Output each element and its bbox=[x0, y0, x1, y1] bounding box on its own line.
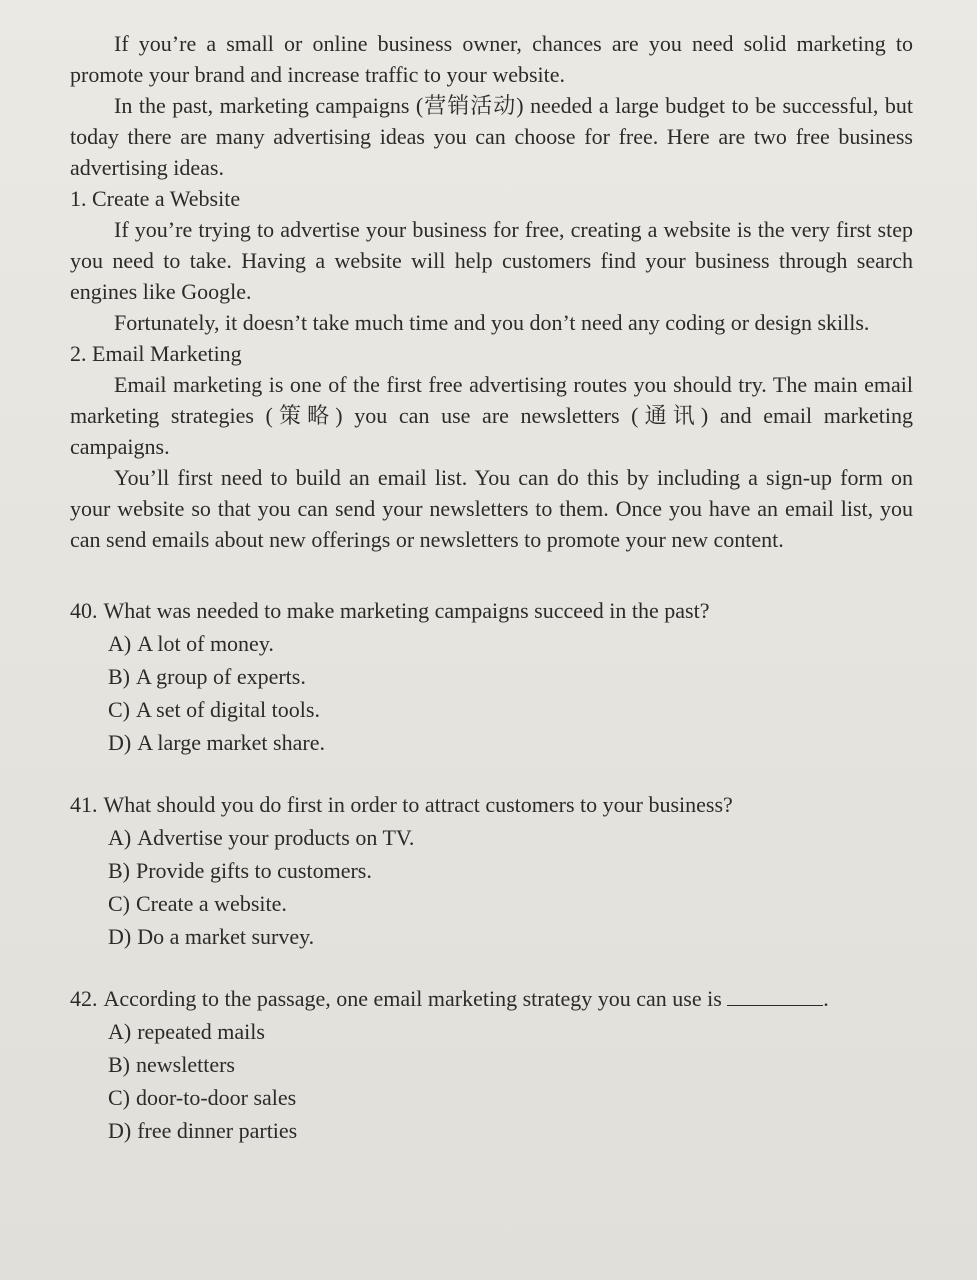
answer-option[interactable] bbox=[108, 1015, 913, 1048]
question-text: According to the passage, one email marketing strategy you can use is bbox=[103, 986, 722, 1011]
passage-paragraph: In the past, marketing campaigns (营销活动) needed a large budget to be successful, but today there are many advertising ideas you can choose for free. Here are two free business advertising ideas. bbox=[70, 93, 913, 180]
option-letter: A) bbox=[108, 1019, 132, 1044]
option-text: A group of experts. bbox=[136, 664, 306, 689]
question-40 bbox=[70, 595, 913, 759]
passage-paragraph: You’ll first need to build an email list. You can do this by including a sign-up form on your website so that you can send your newsletters to them. Once you have an email list, you can send emails about new offerings or newsletters to promote your new content. bbox=[70, 465, 913, 552]
question-41 bbox=[70, 789, 913, 953]
answer-blank[interactable] bbox=[727, 985, 823, 1006]
passage-paragraph: If you’re a small or online business owner, chances are you need solid marketing to promote your brand and increase traffic to your website. bbox=[70, 31, 913, 87]
answer-option[interactable] bbox=[108, 887, 913, 920]
question-list bbox=[70, 595, 913, 1147]
question-stem bbox=[70, 789, 913, 821]
option-text: Advertise your products on TV. bbox=[137, 825, 415, 850]
option-text: Create a website. bbox=[136, 891, 287, 916]
answer-option[interactable] bbox=[108, 854, 913, 887]
reading-passage bbox=[70, 28, 913, 555]
question-text: What was needed to make marketing campaigns succeed in the past? bbox=[103, 598, 710, 623]
option-text: free dinner parties bbox=[137, 1118, 298, 1143]
question-number: 40. bbox=[70, 598, 98, 623]
option-letter: B) bbox=[108, 1052, 130, 1077]
option-text: repeated mails bbox=[137, 1019, 265, 1044]
option-letter: D) bbox=[108, 730, 132, 755]
answer-option[interactable] bbox=[108, 1081, 913, 1114]
option-letter: B) bbox=[108, 858, 130, 883]
question-stem bbox=[70, 983, 913, 1015]
answer-option[interactable] bbox=[108, 821, 913, 854]
section-heading: 1. Create a Website bbox=[70, 186, 241, 211]
question-text: What should you do first in order to attract customers to your business? bbox=[103, 792, 733, 817]
option-letter: C) bbox=[108, 891, 130, 916]
option-letter: C) bbox=[108, 697, 130, 722]
option-text: newsletters bbox=[136, 1052, 235, 1077]
answer-option[interactable] bbox=[108, 726, 913, 759]
option-text: door-to-door sales bbox=[136, 1085, 297, 1110]
answer-option[interactable] bbox=[108, 1048, 913, 1081]
option-list bbox=[70, 627, 913, 759]
passage-paragraph: Email marketing is one of the first free advertising routes you should try. The main email marketing strategies (策略) you can use are newsletters (通讯) and email marketing campaigns. bbox=[70, 372, 913, 459]
passage-paragraph: If you’re trying to advertise your business for free, creating a website is the very first step you need to take. Having a website will help customers find your business through search engines like Google. bbox=[70, 217, 913, 304]
answer-option[interactable] bbox=[108, 660, 913, 693]
answer-option[interactable] bbox=[108, 920, 913, 953]
option-letter: A) bbox=[108, 631, 132, 656]
option-list bbox=[70, 821, 913, 953]
question-number: 41. bbox=[70, 792, 98, 817]
option-letter: D) bbox=[108, 1118, 132, 1143]
passage-paragraph: Fortunately, it doesn’t take much time and you don’t need any coding or design skills. bbox=[114, 310, 870, 335]
answer-option[interactable] bbox=[108, 1114, 913, 1147]
option-list bbox=[70, 1015, 913, 1147]
question-42 bbox=[70, 983, 913, 1147]
option-text: A lot of money. bbox=[137, 631, 274, 656]
option-letter: A) bbox=[108, 825, 132, 850]
option-letter: C) bbox=[108, 1085, 130, 1110]
option-text: Provide gifts to customers. bbox=[136, 858, 372, 883]
answer-option[interactable] bbox=[108, 627, 913, 660]
question-stem bbox=[70, 595, 913, 627]
section-heading: 2. Email Marketing bbox=[70, 341, 242, 366]
option-text: A large market share. bbox=[137, 730, 325, 755]
question-number: 42. bbox=[70, 986, 98, 1011]
option-letter: B) bbox=[108, 664, 130, 689]
question-end-punct: . bbox=[823, 986, 829, 1011]
option-text: Do a market survey. bbox=[137, 924, 315, 949]
answer-option[interactable] bbox=[108, 693, 913, 726]
option-letter: D) bbox=[108, 924, 132, 949]
option-text: A set of digital tools. bbox=[136, 697, 320, 722]
